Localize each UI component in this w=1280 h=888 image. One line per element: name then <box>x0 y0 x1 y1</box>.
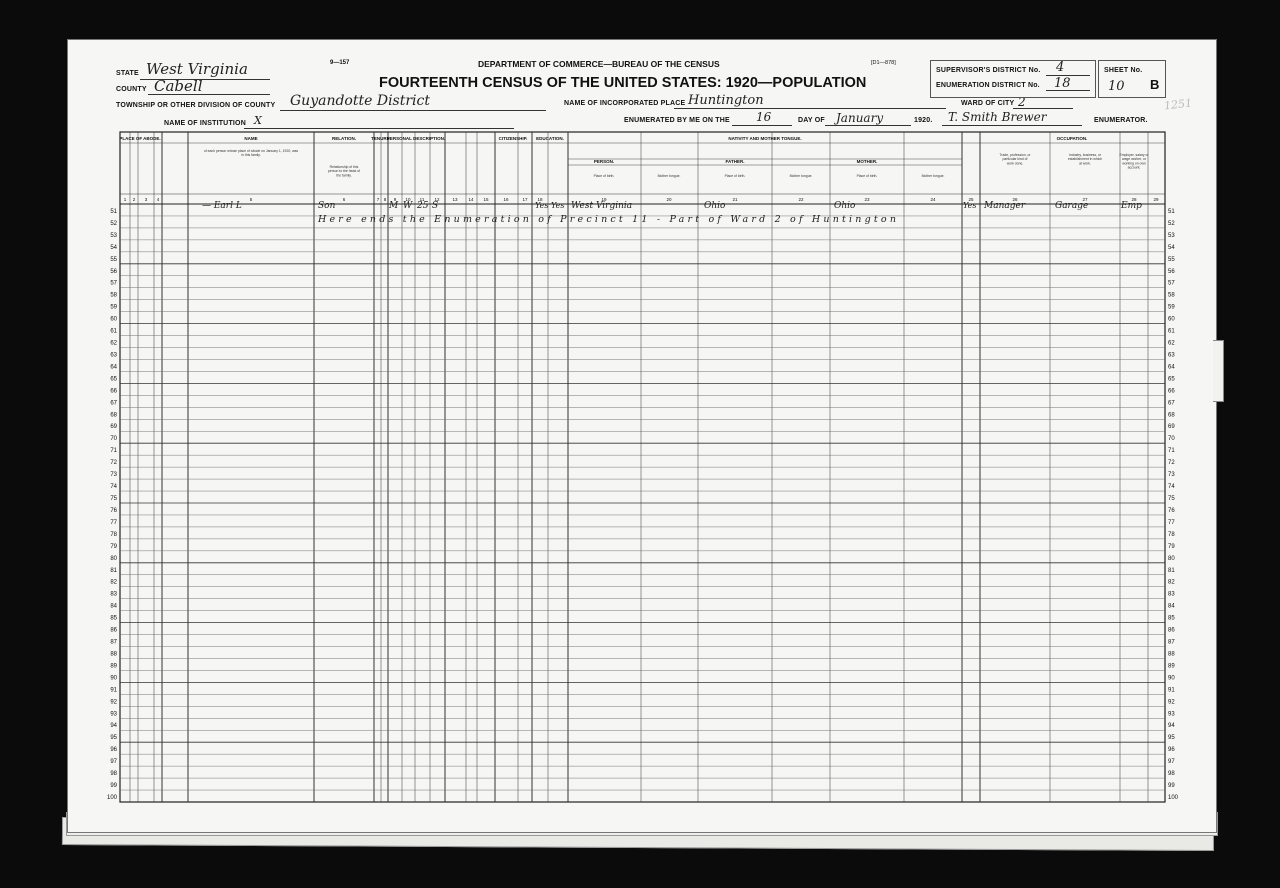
row-number-right: 76 <box>1168 507 1175 514</box>
row-number-right: 59 <box>1168 304 1175 311</box>
department-heading: DEPARTMENT OF COMMERCE—BUREAU OF THE CENSUS <box>478 59 720 69</box>
row-number-left: 63 <box>110 352 117 359</box>
enumerated-day: 16 <box>756 110 772 124</box>
column-number: 8 <box>383 197 387 202</box>
column-group-header: PERSONAL DESCRIPTION. <box>386 136 446 141</box>
column-header-text: Place of birth. <box>593 174 615 178</box>
row-number-right: 51 <box>1168 208 1175 215</box>
row-number-right: 53 <box>1168 232 1175 239</box>
row-number-left: 100 <box>106 795 117 801</box>
sheet-letter: B <box>1150 77 1160 92</box>
row-number-left: 53 <box>110 232 117 239</box>
row-number-left: 88 <box>110 651 117 658</box>
row-number-right: 57 <box>1168 280 1175 287</box>
row-number-right: 63 <box>1168 352 1175 359</box>
entry-industry: Garage <box>1055 201 1089 211</box>
row-number-left: 62 <box>110 340 117 347</box>
row-number-left: 99 <box>110 783 117 790</box>
row-number-left: 70 <box>110 436 117 443</box>
margin-note: 1251 <box>1163 96 1193 113</box>
row-number-right: 87 <box>1168 639 1175 646</box>
column-group-header: PLACE OF ABODE. <box>119 136 161 141</box>
row-number-right: 97 <box>1168 759 1175 766</box>
day-of-label: DAY OF <box>798 117 825 124</box>
nativity-subgroup-header: FATHER. <box>725 159 745 164</box>
column-number: 21 <box>732 197 738 202</box>
row-number-right: 84 <box>1168 603 1175 610</box>
column-header-text: Relationship of this person to the head of the family. <box>327 165 361 178</box>
row-number-right: 74 <box>1168 484 1175 491</box>
column-header-text: Mother tongue. <box>657 174 681 178</box>
column-number: 22 <box>798 197 804 202</box>
column-number: 25 <box>968 197 974 202</box>
institution-value: X <box>254 114 262 127</box>
column-number: 29 <box>1153 197 1159 202</box>
row-number-left: 66 <box>110 388 117 395</box>
row-number-right: 86 <box>1168 627 1175 634</box>
column-number: 11 <box>419 197 425 202</box>
column-number: 5 <box>249 197 253 202</box>
form-code: [D1—878] <box>871 60 896 66</box>
row-number-left: 80 <box>110 555 117 562</box>
census-title: FOURTEENTH CENSUS OF THE UNITED STATES: 1920—POPULATION <box>379 75 867 91</box>
row-number-right: 56 <box>1168 268 1175 275</box>
row-number-right: 75 <box>1168 496 1175 502</box>
institution-label: NAME OF INSTITUTION <box>164 120 246 127</box>
entry-father-birthplace: Ohio <box>704 201 726 211</box>
row-number-right: 70 <box>1168 436 1175 443</box>
row-number-left: 52 <box>110 220 117 227</box>
form-number: 9—157 <box>330 60 350 66</box>
row-number-right: 83 <box>1168 591 1175 598</box>
row-number-left: 60 <box>110 316 117 323</box>
column-number: 16 <box>503 197 509 202</box>
column-number: 18 <box>537 197 543 202</box>
column-number: 19 <box>601 197 607 202</box>
row-number-right: 88 <box>1168 651 1175 658</box>
nativity-subgroup-header: MOTHER. <box>856 159 878 164</box>
sheet-label: SHEET No. <box>1104 67 1143 74</box>
column-number: 13 <box>452 197 458 202</box>
row-number-right: 60 <box>1168 316 1175 323</box>
row-number-right: 89 <box>1168 663 1175 670</box>
column-number: 23 <box>864 197 870 202</box>
row-number-right: 61 <box>1168 328 1175 335</box>
row-number-right: 99 <box>1168 783 1175 790</box>
enumerator-name: T. Smith Brewer <box>948 110 1047 124</box>
supervisor-value: 4 <box>1056 60 1065 75</box>
column-group-header: OCCUPATION. <box>1056 136 1088 141</box>
column-header-text: Trade, profession, or particular kind of work done. <box>999 153 1031 166</box>
row-number-left: 84 <box>110 603 117 610</box>
row-number-right: 79 <box>1168 543 1175 550</box>
row-number-left: 67 <box>110 400 117 407</box>
column-number: 2 <box>132 197 136 202</box>
row-number-left: 90 <box>110 675 117 682</box>
entry-color: W <box>403 201 413 211</box>
entry-read: Yes <box>535 201 549 210</box>
row-number-left: 58 <box>110 292 117 299</box>
row-number-left: 96 <box>110 747 117 754</box>
state-label: STATE <box>116 70 139 77</box>
nativity-subgroup-header: PERSON. <box>593 159 615 164</box>
county-label: COUNTY <box>116 86 147 93</box>
row-number-left: 65 <box>110 376 117 383</box>
column-group-header: NAME <box>244 136 258 141</box>
row-number-right: 80 <box>1168 555 1175 562</box>
column-number: 9 <box>393 197 397 202</box>
column-number: 6 <box>342 197 346 202</box>
entry-relation: Son <box>318 201 336 211</box>
row-number-left: 97 <box>110 759 117 766</box>
row-number-right: 69 <box>1168 424 1175 431</box>
row-number-right: 72 <box>1168 460 1175 467</box>
row-number-left: 68 <box>110 412 117 419</box>
enumerator-label: ENUMERATOR. <box>1094 117 1148 124</box>
row-number-right: 82 <box>1168 579 1175 586</box>
enumerated-label: ENUMERATED BY ME ON THE <box>624 117 730 124</box>
column-number: 12 <box>434 197 440 202</box>
township-label: TOWNSHIP OR OTHER DIVISION OF COUNTY <box>116 102 276 109</box>
row-number-right: 78 <box>1168 531 1175 538</box>
row-number-right: 58 <box>1168 292 1175 299</box>
supervisor-label: SUPERVISOR'S DISTRICT No. <box>936 67 1041 74</box>
column-header-text: Place of birth. <box>856 174 878 178</box>
row-number-right: 67 <box>1168 400 1175 407</box>
row-number-right: 52 <box>1168 220 1175 227</box>
row-number-right: 98 <box>1168 771 1175 778</box>
row-number-left: 57 <box>110 280 117 287</box>
column-group-header: RELATION. <box>332 136 356 141</box>
entry-birthplace: West Virginia <box>571 201 633 211</box>
row-number-left: 98 <box>110 771 117 778</box>
row-number-right: 92 <box>1168 699 1175 706</box>
row-number-right: 95 <box>1168 735 1175 742</box>
row-number-right: 54 <box>1168 244 1175 251</box>
row-number-left: 61 <box>110 328 117 335</box>
row-number-left: 94 <box>110 723 117 730</box>
entry-marital: S <box>432 201 439 211</box>
column-header-text: Mother tongue. <box>789 174 813 178</box>
row-number-left: 69 <box>110 424 117 431</box>
column-number: 7 <box>376 197 380 202</box>
row-number-right: 100 <box>1168 795 1179 801</box>
column-number: 17 <box>522 197 528 202</box>
year-label: 1920. <box>914 117 933 124</box>
entry-speak-english: Yes <box>963 201 977 210</box>
row-number-right: 65 <box>1168 376 1175 383</box>
column-group-header: NATIVITY AND MOTHER TONGUE. <box>728 136 802 141</box>
row-number-right: 68 <box>1168 412 1175 419</box>
column-number: 3 <box>144 197 148 202</box>
row-number-left: 89 <box>110 663 117 670</box>
row-number-left: 77 <box>110 519 117 526</box>
column-number: 10 <box>405 197 411 202</box>
column-header-text: Industry, business, or establishment in which at work. <box>1067 153 1103 166</box>
row-number-left: 92 <box>110 699 117 706</box>
row-number-left: 51 <box>110 208 117 215</box>
row-number-right: 93 <box>1168 711 1175 718</box>
row-number-right: 55 <box>1168 256 1175 263</box>
row-number-right: 71 <box>1168 448 1175 455</box>
sheet-value: 10 <box>1108 79 1125 94</box>
row-number-left: 71 <box>110 448 117 455</box>
column-number: 24 <box>930 197 936 202</box>
column-number: 26 <box>1012 197 1018 202</box>
state-value: West Virginia <box>146 60 248 78</box>
ward-label: WARD OF CITY <box>961 100 1015 107</box>
column-header-text: of each person whose place of abode on January 1, 1920, was in this family. <box>203 149 299 158</box>
row-number-right: 81 <box>1168 567 1175 574</box>
entry-name: — Earl L <box>202 201 242 211</box>
entry-mother-birthplace: Ohio <box>834 201 856 211</box>
entry-write: Yes <box>551 201 565 210</box>
row-number-right: 66 <box>1168 388 1175 395</box>
enumeration-district-label: ENUMERATION DISTRICT No. <box>936 82 1040 89</box>
row-number-right: 90 <box>1168 675 1175 682</box>
entry-age: 25 <box>417 201 429 211</box>
row-number-right: 77 <box>1168 519 1175 526</box>
row-number-left: 79 <box>110 543 117 550</box>
enumeration-end-note: Here ends the Enumeration of Precinct 11 - Part of Ward 2 of Huntington <box>318 214 900 225</box>
column-header-text: Employer, salary or wage worker, or working on own account. <box>1119 153 1149 170</box>
county-value: Cabell <box>154 77 203 95</box>
column-number: 1 <box>123 197 127 202</box>
enumerated-month: January <box>836 111 884 125</box>
row-number-left: 87 <box>110 639 117 646</box>
row-number-left: 91 <box>110 687 117 694</box>
column-group-header: TENURE. <box>371 136 391 141</box>
entry-employer: Emp <box>1121 201 1142 211</box>
row-number-left: 95 <box>110 735 117 742</box>
column-header-text: Place of birth. <box>724 174 746 178</box>
row-number-left: 54 <box>110 244 117 251</box>
row-number-left: 75 <box>110 496 117 502</box>
row-number-right: 94 <box>1168 723 1175 730</box>
row-number-right: 64 <box>1168 364 1175 371</box>
column-group-header: EDUCATION. <box>536 136 564 141</box>
column-number: 20 <box>666 197 672 202</box>
row-number-right: 62 <box>1168 340 1175 347</box>
row-number-left: 86 <box>110 627 117 634</box>
row-number-left: 56 <box>110 268 117 275</box>
incorporated-place-value: Huntington <box>688 93 764 108</box>
entry-occupation: Manager <box>984 201 1026 211</box>
township-value: Guyandotte District <box>290 93 430 109</box>
row-number-left: 93 <box>110 711 117 718</box>
enumeration-district-value: 18 <box>1054 76 1071 91</box>
row-number-left: 83 <box>110 591 117 598</box>
row-number-left: 76 <box>110 507 117 514</box>
row-number-left: 55 <box>110 256 117 263</box>
row-number-left: 81 <box>110 567 117 574</box>
column-number: 28 <box>1131 197 1137 202</box>
column-header-text: Mother tongue. <box>921 174 945 178</box>
row-number-right: 73 <box>1168 472 1175 479</box>
row-number-right: 85 <box>1168 615 1175 622</box>
census-table <box>68 40 1216 832</box>
column-number: 27 <box>1082 197 1088 202</box>
column-group-header: CITIZENSHIP. <box>498 136 528 141</box>
row-number-left: 82 <box>110 579 117 586</box>
row-number-left: 74 <box>110 484 117 491</box>
row-number-left: 72 <box>110 460 117 467</box>
column-number: 4 <box>156 197 160 202</box>
row-number-left: 73 <box>110 472 117 479</box>
census-sheet <box>68 40 1216 832</box>
row-number-right: 96 <box>1168 747 1175 754</box>
column-number: 14 <box>468 197 474 202</box>
incorporated-place-label: NAME OF INCORPORATED PLACE <box>564 100 686 107</box>
row-number-left: 78 <box>110 531 117 538</box>
row-number-right: 91 <box>1168 687 1175 694</box>
row-number-left: 85 <box>110 615 117 622</box>
row-number-left: 64 <box>110 364 117 371</box>
ward-value: 2 <box>1018 95 1026 109</box>
entry-sex: M <box>389 201 399 211</box>
column-number: 15 <box>483 197 489 202</box>
row-number-left: 59 <box>110 304 117 311</box>
